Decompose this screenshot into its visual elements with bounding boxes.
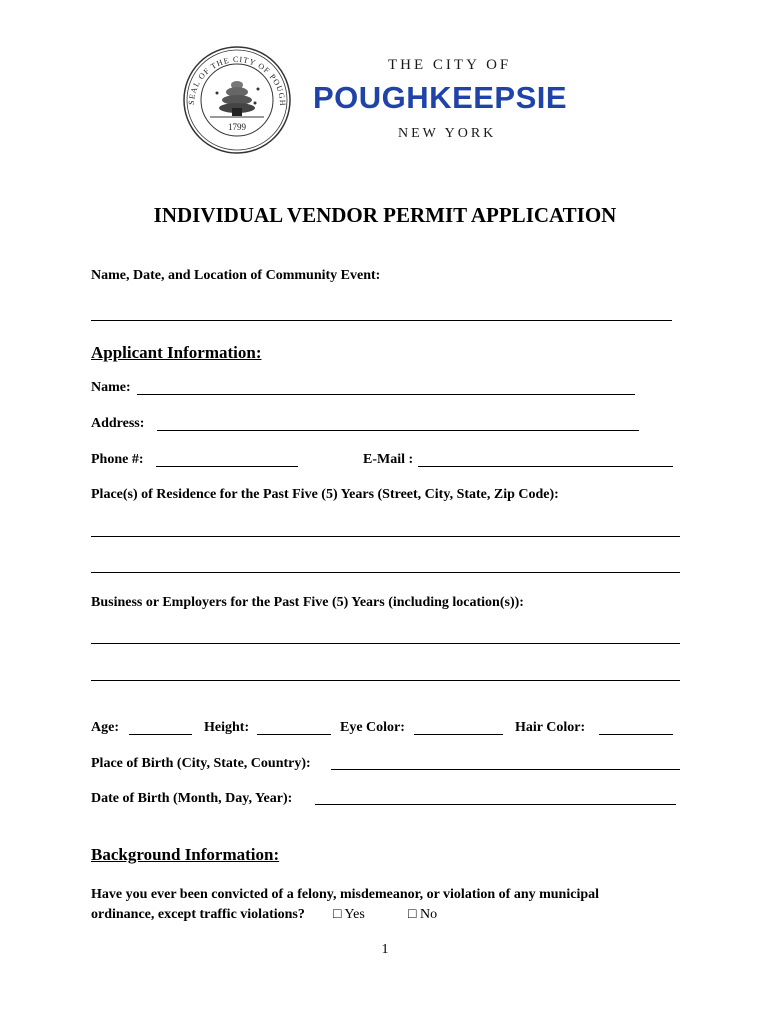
- name-field[interactable]: [137, 394, 635, 395]
- seal-text: SEAL OF THE CITY OF POUGH: [186, 54, 288, 107]
- residence-label: Place(s) of Residence for the Past Five (5) Years (Street, City, State, Zip Code):: [91, 487, 559, 502]
- eye-color-field[interactable]: [414, 734, 503, 735]
- name-label: Name:: [91, 380, 131, 395]
- city-name-logo: POUGHKEEPSIE: [313, 80, 568, 115]
- dob-field[interactable]: [315, 804, 676, 805]
- page-title: INDIVIDUAL VENDOR PERMIT APPLICATION: [153, 203, 617, 227]
- age-field[interactable]: [129, 734, 192, 735]
- hair-color-label: Hair Color:: [515, 720, 586, 735]
- height-label: Height:: [204, 720, 250, 735]
- phone-field[interactable]: [156, 466, 298, 467]
- conviction-question-line1: Have you ever been convicted of a felony, misdemeanor, or violation of any municipal: [91, 887, 600, 902]
- address-label: Address:: [91, 416, 145, 431]
- employers-label: Business or Employers for the Past Five (5) Years (including location(s)):: [91, 595, 524, 610]
- phone-label: Phone #:: [91, 452, 144, 467]
- state-text: NEW YORK: [398, 126, 497, 141]
- height-field[interactable]: [257, 734, 331, 735]
- applicant-heading: Applicant Information:: [91, 343, 262, 362]
- conviction-question-line2: ordinance, except traffic violations?: [91, 907, 305, 922]
- email-label: E-Mail :: [363, 452, 414, 467]
- address-field[interactable]: [157, 430, 639, 431]
- city-of-text: THE CITY OF: [388, 57, 512, 73]
- event-label: Name, Date, and Location of Community Event:: [91, 268, 381, 283]
- dob-label: Date of Birth (Month, Day, Year):: [91, 791, 293, 806]
- birthplace-field[interactable]: [331, 769, 680, 770]
- event-field[interactable]: [91, 320, 672, 321]
- no-checkbox[interactable]: □ No: [408, 907, 438, 922]
- birthplace-label: Place of Birth (City, State, Country):: [91, 756, 311, 771]
- seal-year: 1799: [228, 122, 246, 132]
- residence-field-line-1[interactable]: [91, 536, 680, 537]
- residence-field-line-2[interactable]: [91, 572, 680, 573]
- yes-checkbox[interactable]: □ Yes: [333, 907, 365, 922]
- hair-color-field[interactable]: [599, 734, 673, 735]
- page-number: 1: [381, 942, 389, 957]
- email-field[interactable]: [418, 466, 673, 467]
- employers-field-line-2[interactable]: [91, 680, 680, 681]
- employers-field-line-1[interactable]: [91, 643, 680, 644]
- age-label: Age:: [91, 720, 119, 735]
- background-heading: Background Information:: [91, 845, 280, 864]
- city-seal: [182, 45, 292, 155]
- eye-color-label: Eye Color:: [340, 720, 405, 735]
